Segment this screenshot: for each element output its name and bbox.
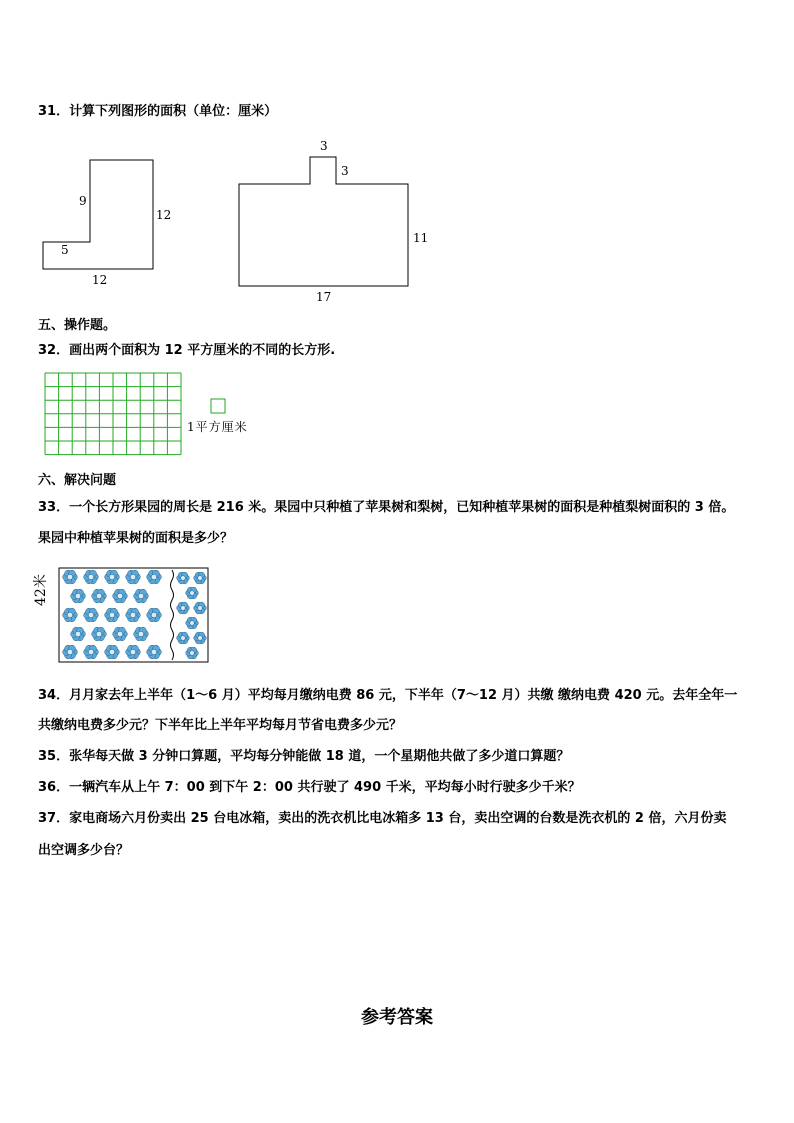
apple-tree-icon (84, 570, 99, 584)
apple-tree-icon (71, 627, 86, 641)
apple-tree-icon (134, 627, 149, 641)
q32-text: 32．画出两个面积为 12 平方厘米的不同的长方形. (38, 343, 336, 358)
apple-tree-icon (105, 570, 120, 584)
q37-line2: 出空调多少台？ (38, 843, 130, 858)
q33-line2: 果园中种植苹果树的面积是多少？ (38, 531, 234, 546)
q37-line1: 37．家电商场六月份卖出 25 台电冰箱，卖出的洗衣机比电冰箱多 13 台，卖出空调的台数是洗衣机的 2 倍，六月份卖 (38, 811, 727, 826)
q33-line1: 33．一个长方形果园的周长是 216 米。果园中只种植了苹果树和梨树，已知种植苹果树的面积是种植梨树面积的 3 倍。 (38, 500, 735, 515)
apple-tree-icon (84, 608, 99, 622)
apple-tree-icon (84, 645, 99, 659)
apple-tree-icon (63, 645, 78, 659)
apple-tree-icon (126, 570, 141, 584)
apple-tree-icon (147, 608, 162, 622)
apple-tree-icon (147, 570, 162, 584)
fig2-label-17: 17 (316, 290, 332, 304)
apple-tree-icon (92, 627, 107, 641)
apple-tree-icon (113, 589, 128, 603)
fig1-label-12-right: 12 (156, 208, 172, 222)
q36-text: 36．一辆汽车从上午 7：00 到下午 2：00 共行驶了 490 千米，平均每小时行驶多少千米？ (38, 780, 581, 795)
pear-tree-icon (186, 587, 199, 599)
fig1-label-12-bottom: 12 (92, 273, 108, 287)
pear-tree-icon (177, 632, 190, 644)
q31-text: 31．计算下列图形的面积（单位：厘米） (38, 104, 278, 119)
fig2-label-3-top: 3 (320, 139, 328, 153)
apple-tree-icon (105, 608, 120, 622)
answer-title: 参考答案 (361, 1007, 433, 1028)
apple-tree-icon (105, 645, 120, 659)
fig2-label-11: 11 (413, 231, 429, 245)
apple-tree-icon (71, 589, 86, 603)
apple-tree-icon (147, 645, 162, 659)
orchard-side-label: 42米 (33, 574, 49, 606)
apple-tree-icon (126, 608, 141, 622)
pear-tree-icon (186, 617, 199, 629)
apple-tree-icon (113, 627, 128, 641)
fig1-label-9: 9 (79, 194, 87, 208)
pear-tree-icon (194, 632, 207, 644)
pear-tree-icon (177, 602, 190, 614)
q35-text: 35．张华每天做 3 分钟口算题，平均每分钟能做 18 道，一个星期他共做了多少道口算题？ (38, 749, 570, 764)
pear-tree-icon (194, 602, 207, 614)
apple-tree-icon (92, 589, 107, 603)
q34-line2: 共缴纳电费多少元？下半年比上半年平均每月节省电费多少元？ (38, 718, 403, 733)
q34-line1: 34．月月家去年上半年（1～6 月）平均每月缴纳电费 86 元，下半年（7～12 月）共缴 缴纳电费 420 元。去年全年一 (38, 688, 738, 703)
fig1-label-5: 5 (61, 243, 69, 257)
section5-title: 五、操作题。 (38, 318, 117, 333)
unit-square-label: 1平方厘米 (187, 420, 248, 434)
pear-tree-icon (194, 572, 207, 584)
apple-tree-icon (134, 589, 149, 603)
apple-tree-icon (63, 570, 78, 584)
fig2-label-3-side: 3 (341, 164, 349, 178)
pear-tree-icon (186, 647, 199, 659)
apple-tree-icon (126, 645, 141, 659)
apple-tree-icon (63, 608, 78, 622)
pear-tree-icon (177, 572, 190, 584)
section6-title: 六、解决问题 (38, 473, 117, 488)
